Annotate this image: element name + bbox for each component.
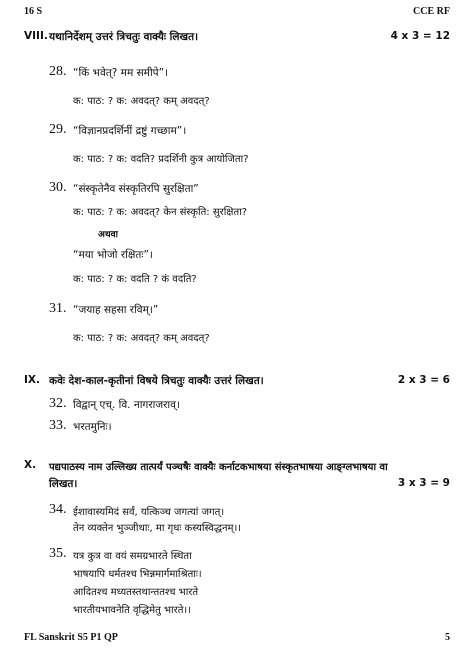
- question-31-text: “जयाह सहसा रविम्।”: [73, 304, 159, 316]
- question-31-number: 31.: [49, 301, 67, 316]
- section-viii-marks: 4 x 3 = 12: [390, 30, 450, 42]
- verse-line: भाषयापि धर्मतश्च भिन्नमार्गमाश्रिताः।: [73, 569, 202, 580]
- section-ix-title: कवेः देश-काल-कृतीनां विषये त्रिचतुः वाक्यैः उत्तरं लिखत।: [49, 375, 264, 387]
- section-x-title: पद्यपाठस्य नाम उल्लिख्य तात्पर्यं पञ्चषैः वाक्यैः कर्नाटकभाषया संस्कृतभाषया आङ्ग्लभाषया वा: [49, 462, 388, 473]
- section-x-marks: 3 x 3 = 9: [397, 477, 450, 489]
- page-number: 5: [445, 632, 450, 643]
- page-code: 16 S: [24, 6, 43, 17]
- footer-paper-code: FL Sanskrit S5 P1 QP: [24, 632, 118, 643]
- verse-line: यत्र कुत्र वा वयं समग्रभारते स्थिता: [73, 551, 192, 562]
- question-30-alt-sub: क: पाठ: ? क: वदति ? कं वदति?: [73, 274, 197, 285]
- question-35-number: 35.: [49, 546, 67, 561]
- question-29-text: “विज्ञानप्रदर्शिनीं द्रष्टुं गच्छाम”।: [73, 125, 187, 137]
- question-30-text: “संस्कृतेनैव संस्कृतिरपि सुरक्षिता”: [73, 183, 199, 195]
- question-33-text: भरतमुनिः।: [73, 421, 112, 433]
- paper-type: CCE RF: [413, 6, 450, 17]
- verse-line: आदितश्च मध्यतस्तथान्ततश्च भारते: [73, 587, 199, 598]
- question-32-number: 32.: [49, 396, 67, 411]
- question-29-sub: क: पाठ: ? क: वदति? प्रदर्शिनी कुत्र आयोजिता?: [73, 154, 249, 165]
- question-30-alt-text: “मया भोजो रक्षितः”।: [73, 249, 153, 261]
- question-31-sub: क: पाठ: ? क: अवदत्? कम् अवदत्?: [73, 333, 210, 344]
- question-28-sub: क: पाठ: ? क: अवदत्? कम् अवदत्?: [73, 96, 210, 107]
- section-x-number: X.: [24, 459, 37, 471]
- question-33-number: 33.: [49, 418, 67, 433]
- section-ix-number: IX.: [24, 374, 40, 386]
- section-viii-title: यथानिर्देशम् उत्तरं त्रिचतुः वाक्यैः लिखत।: [49, 31, 199, 43]
- question-28-number: 28.: [49, 64, 67, 79]
- verse-line: ईशावास्यमिदं सर्वं, यत्किञ्च जगत्यां जगत्।: [73, 507, 225, 518]
- question-34-number: 34.: [49, 502, 67, 517]
- question-29-number: 29.: [49, 122, 67, 137]
- verse-line: भारतीयभावनेति वृद्धिमेतु भारते।।: [73, 605, 191, 616]
- section-viii-number: VIII.: [24, 30, 48, 42]
- question-30-number: 30.: [49, 180, 67, 195]
- section-x-title-cont: लिखत।: [49, 478, 78, 490]
- section-ix-marks: 2 x 3 = 6: [397, 374, 450, 386]
- question-32-text: विद्वान् एच्. वि. नागराजराव्।: [73, 399, 180, 411]
- question-30-or: अथवा: [98, 230, 118, 240]
- question-30-sub: क: पाठ: ? क: अवदत्? केन संस्कृति: सुरक्षिता?: [73, 207, 248, 218]
- question-28-text: “किं भवेत्? मम समीपे”।: [73, 67, 169, 79]
- verse-line: तेन व्यक्तेन भुञ्जीथाः, मा गृधः कस्यस्विद्धनम्।।: [73, 523, 242, 534]
